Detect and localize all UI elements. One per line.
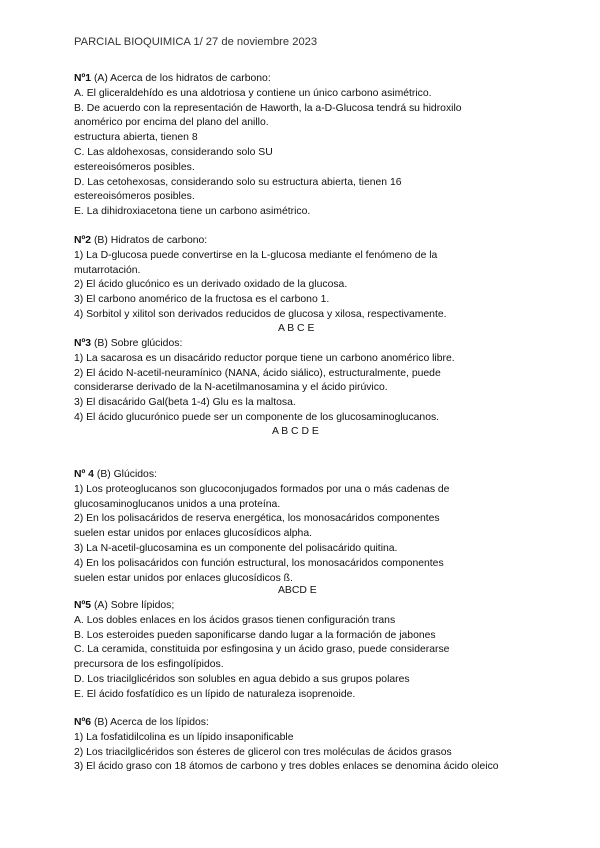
question-4-answer: ABCD E	[278, 585, 317, 596]
page-header: PARCIAL BIOQUIMICA 1/ 27 de noviembre 2023	[74, 36, 318, 48]
question-5-line: B. Los esteroides pueden saponificarse dando lugar a la formación de jabones	[74, 629, 436, 641]
question-1-line: B. De acuerdo con la representación de Haworth, la a-D-Glucosa tendrá su hidroxilo	[74, 102, 462, 114]
question-3-line: considerarse derivado de la N-acetilmanosamina y el ácido pirúvico.	[74, 382, 388, 394]
question-3-number: Nº3	[74, 338, 92, 349]
question-4-number: Nº 4	[74, 469, 94, 480]
question-4-line: 4) En los polisacáridos con función estructural, los monosacáridos componentes	[74, 557, 444, 569]
question-4-line: 3) La N-acetil-glucosamina es un componente del polisacárido quitina.	[74, 542, 398, 554]
question-6-line: 1) La fosfatidilcolina es un lípido insaponificable	[74, 731, 294, 743]
question-2-number: Nº2	[74, 235, 92, 246]
question-4-title: (B) Glúcidos:	[93, 469, 157, 480]
question-3-line: 2) El ácido N-acetil-neuramínico (NANA, ácido siálico), estructuralmente, puede	[74, 367, 441, 379]
question-5-number: Nº5	[74, 600, 92, 611]
question-6-heading	[74, 716, 544, 731]
question-6-line: 2) Los triacilglicéridos son ésteres de glicerol con tres moléculas de ácidos grasos	[74, 746, 452, 758]
question-4-line: suelen estar unidos por enlaces glucosídicos ß.	[74, 572, 293, 584]
question-1-line: anomérico por encima del plano del anillo.	[74, 117, 269, 129]
question-2	[74, 234, 544, 323]
question-5-line: precursora de los esfingolípidos.	[74, 659, 224, 671]
question-3-heading	[74, 337, 544, 352]
question-1-line: D. Las cetohexosas, considerando solo su estructura abierta, tienen 16	[74, 176, 402, 188]
question-6	[74, 716, 544, 775]
question-1-title: (A) Acerca de los hidratos de carbono:	[91, 73, 271, 84]
question-2-heading	[74, 234, 544, 249]
question-5-line: C. La ceramida, constituida por esfingosina y un ácido graso, puede considerarse	[74, 644, 450, 656]
question-4-heading	[74, 468, 544, 483]
question-1-line: estereoisómeros posibles.	[74, 191, 195, 203]
question-1-line: A. El gliceraldehído es una aldotriosa y contiene un único carbono asimétrico.	[74, 87, 432, 99]
question-1-heading	[74, 72, 544, 87]
question-2-answer: A B C E	[278, 323, 315, 334]
question-2-line: 1) La D-glucosa puede convertirse en la L-glucosa mediante el fenómeno de la	[74, 249, 438, 261]
question-4	[74, 468, 544, 586]
question-2-line: 2) El ácido glucónico es un derivado oxidado de la glucosa.	[74, 279, 348, 291]
question-2-line: 4) Sorbitol y xilitol son derivados reducidos de glucosa y xilosa, respectivamente.	[74, 308, 447, 320]
question-5-heading	[74, 599, 544, 614]
question-1	[74, 72, 544, 220]
question-1-line: estructura abierta, tienen 8	[74, 132, 198, 144]
question-5-line: A. Los dobles enlaces en los ácidos grasos tienen configuración trans	[74, 614, 396, 626]
question-3-line: 4) El ácido glucurónico puede ser un componente de los glucosaminoglucanos.	[74, 411, 440, 423]
question-1-number: Nº1	[74, 73, 92, 84]
question-2-line: 3) El carbono anomérico de la fructosa es el carbono 1.	[74, 294, 330, 306]
question-5-title: (A) Sobre lípidos;	[91, 600, 175, 611]
question-3-line: 3) El disacárido Gal(beta 1-4) Glu es la maltosa.	[74, 397, 296, 409]
question-6-line: 3) El ácido graso con 18 átomos de carbono y tres dobles enlaces se denomina ácido oleico	[74, 761, 499, 773]
question-1-line: estereoisómeros posibles.	[74, 161, 195, 173]
question-4-line: 2) En los polisacáridos de reserva energética, los monosacáridos componentes	[74, 513, 440, 525]
question-2-title: (B) Hidratos de carbono:	[91, 235, 208, 246]
question-3-answer: A B C D E	[272, 426, 319, 437]
question-5-line: D. Los triacilglicéridos son solubles en agua debido a sus grupos polares	[74, 673, 410, 685]
question-3-line: 1) La sacarosa es un disacárido reductor porque tiene un carbono anomérico libre.	[74, 352, 455, 364]
question-1-line: C. Las aldohexosas, considerando solo SU	[74, 146, 273, 158]
question-1-line: E. La dihidroxiacetona tiene un carbono asimétrico.	[74, 206, 311, 218]
question-5-line: E. El ácido fosfatídico es un lípido de naturaleza isoprenoide.	[74, 688, 356, 700]
question-6-number: Nº6	[74, 717, 92, 728]
question-2-line: mutarrotación.	[74, 264, 141, 276]
question-4-line: glucosaminoglucanos unidos a una proteína.	[74, 498, 281, 510]
question-4-line: 1) Los proteoglucanos son glucoconjugados formados por una o más cadenas de	[74, 483, 450, 495]
question-4-line: suelen estar unidos por enlaces glucosídicos alpha.	[74, 528, 312, 540]
question-3	[74, 337, 544, 426]
question-5	[74, 599, 544, 703]
question-3-title: (B) Sobre glúcidos:	[91, 338, 183, 349]
question-6-title: (B) Acerca de los lípidos:	[91, 717, 209, 728]
